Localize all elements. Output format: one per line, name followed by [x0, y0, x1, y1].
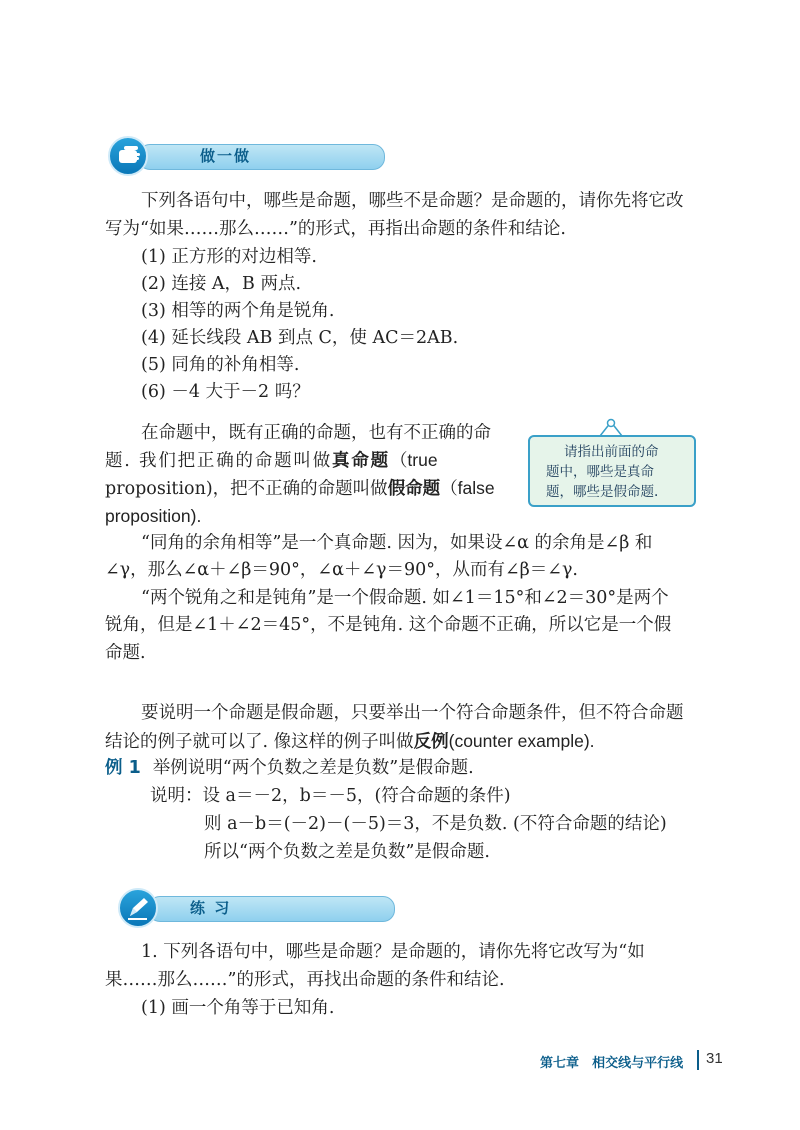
- footer-divider: [697, 1050, 699, 1070]
- para3-line-1: “两个锐角之和是钝角”是一个假命题. 如∠1＝15°和∠2＝30°是两个: [141, 588, 669, 608]
- example-step-2: 则 a－b＝(－2)－(－5)＝3，不是负数. (不符合命题的结论): [204, 814, 667, 834]
- para4-line-1: 要说明一个命题是假命题，只要举出一个符合命题条件，但不符合命题: [141, 703, 684, 723]
- section-banner-do: [108, 136, 388, 176]
- para3-line-2: 锐角，但是∠1＋∠2＝45°，不是钝角. 这个命题不正确，所以它是一个假: [105, 615, 672, 635]
- banner-pill: [148, 896, 395, 922]
- task-item: (5) 同角的补角相等.: [141, 355, 300, 375]
- pencil-icon: [118, 888, 158, 928]
- chapter-title: 相交线与平行线: [592, 1056, 684, 1071]
- task-item: (6) －4 大于－2 吗？: [141, 382, 310, 402]
- task-item: (4) 延长线段 AB 到点 C，使 AC＝2AB.: [141, 328, 459, 348]
- text: proposition)，把不正确的命题叫做: [105, 479, 388, 499]
- banner-pill: [138, 144, 385, 170]
- example-text: 举例说明“两个负数之差是负数”是假命题.: [152, 758, 474, 778]
- para2-line-1: “同角的余角相等”是一个真命题. 因为，如果设∠α 的余角是∠β 和: [141, 533, 653, 553]
- term-false-proposition: 假命题: [387, 479, 441, 499]
- para1-line-2: [105, 448, 438, 473]
- para1-line-3: [105, 476, 495, 501]
- task-item: (2) 连接 A，B 两点.: [141, 274, 302, 294]
- section-title: 做一做: [200, 147, 252, 165]
- para1-line-4: proposition).: [105, 506, 202, 526]
- section-banner-practice: [118, 888, 398, 928]
- text: （false: [440, 478, 495, 498]
- note-line: 题，哪些是假命题.: [546, 484, 659, 500]
- text: 题. 我们把正确的命题叫做: [105, 451, 333, 471]
- text: (counter example).: [448, 731, 595, 751]
- para1-line-1: 在命题中，既有正确的命题，也有不正确的命: [141, 423, 491, 443]
- exercise-line-2: 果……那么……”的形式，再找出命题的条件和结论.: [105, 970, 505, 990]
- note-line: 题中，哪些是真命: [546, 464, 654, 480]
- term-true-proposition: 真命题: [332, 451, 390, 471]
- example-heading: [105, 756, 474, 780]
- page-footer: [540, 1052, 683, 1071]
- chapter-label: 第七章: [540, 1056, 580, 1071]
- para4-line-2: [105, 729, 595, 754]
- task-item: (1) 正方形的对边相等.: [141, 247, 317, 267]
- task-item: (3) 相等的两个角是锐角.: [141, 301, 335, 321]
- para3-line-3: 命题.: [105, 643, 146, 663]
- text: （true: [389, 450, 438, 470]
- note-line: 请指出前面的命: [564, 444, 659, 460]
- task-intro-line-2: 写为“如果……那么……”的形式，再指出命题的条件和结论.: [105, 219, 566, 239]
- exercise-line-3: (1) 画一个角等于已知角.: [141, 998, 335, 1018]
- hand-pointing-icon: [108, 136, 148, 176]
- page-number: 31: [706, 1050, 723, 1067]
- example-step-1: 说明：设 a＝－2，b＝－5，(符合命题的条件): [150, 786, 511, 806]
- note-box: [528, 435, 696, 507]
- para2-line-2: ∠γ，那么∠α＋∠β＝90°，∠α＋∠γ＝90°，从而有∠β＝∠γ.: [105, 560, 578, 580]
- task-intro-line-1: 下列各语句中，哪些是命题，哪些不是命题？是命题的，请你先将它改: [141, 191, 684, 211]
- term-counter-example: 反例: [413, 732, 449, 752]
- exercise-line-1: 1. 下列各语句中，哪些是命题？是命题的，请你先将它改写为“如: [141, 942, 645, 962]
- text: 结论的例子就可以了. 像这样的例子叫做: [105, 732, 414, 752]
- section-title: 练 习: [190, 899, 232, 917]
- example-label: 例 1: [105, 758, 141, 778]
- example-step-3: 所以“两个负数之差是负数”是假命题.: [204, 842, 490, 862]
